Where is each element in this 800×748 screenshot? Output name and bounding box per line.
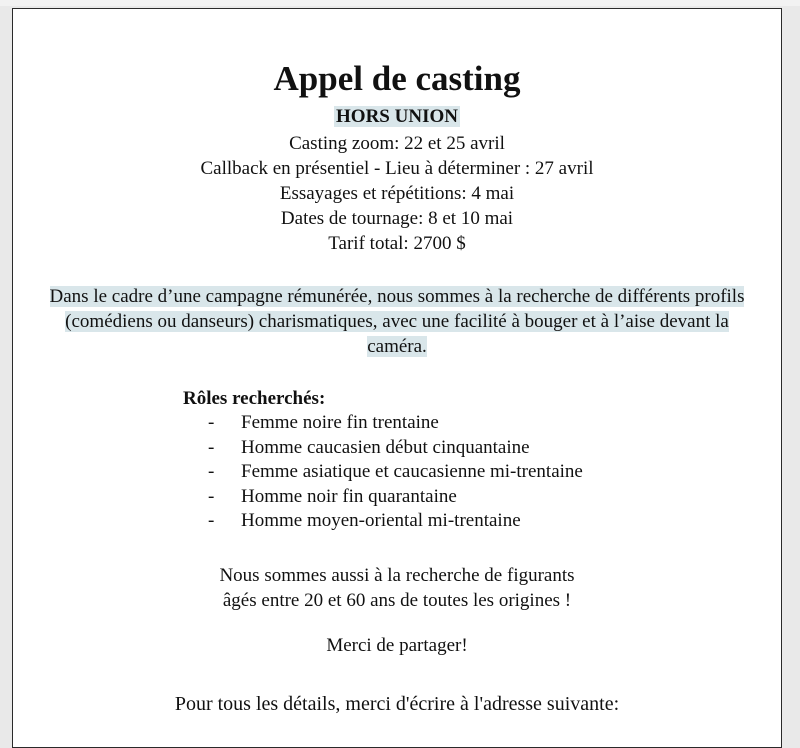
intro-paragraph	[27, 284, 767, 359]
document-page	[12, 8, 782, 748]
casting-details	[13, 131, 781, 256]
list-item	[208, 509, 583, 534]
extras-line: âgés entre 20 et 60 ans de toutes les origines !	[222, 590, 572, 611]
role-label: Homme moyen-oriental mi-trentaine	[241, 510, 521, 531]
list-item	[208, 460, 583, 485]
extras-paragraph	[13, 563, 781, 613]
extras-line: Nous sommes aussi à la recherche de figurants	[219, 565, 575, 586]
list-item	[208, 411, 583, 436]
dash-bullet: -	[208, 485, 215, 507]
share-note: Merci de partager!	[326, 635, 468, 656]
dash-bullet: -	[208, 412, 215, 433]
detail-rate: Tarif total: 2700 $	[328, 233, 466, 254]
union-status	[13, 105, 781, 129]
intro-line: (comédiens ou danseurs) charismatiques, avec une facilité à bouger et à l’aise devant la	[65, 311, 729, 332]
detail-shoot-dates: Dates de tournage: 8 et 10 mai	[280, 208, 514, 229]
contact-line: Pour tous les détails, merci d'écrire à l'adresse suivante:	[174, 693, 620, 715]
detail-casting-zoom: Casting zoom: 22 et 25 avril	[289, 133, 505, 154]
intro-line: caméra.	[367, 336, 427, 357]
detail-fittings: Essayages et répétitions: 4 mai	[279, 183, 515, 204]
intro-line: Dans le cadre d’une campagne rémunérée, nous sommes à la recherche de différents profils	[49, 286, 745, 307]
role-label: Femme asiatique et caucasienne mi-trentaine	[241, 461, 583, 482]
role-label: Femme noire fin trentaine	[241, 412, 439, 433]
role-label: Homme noir fin quarantaine	[241, 485, 457, 507]
roles-list	[208, 411, 583, 534]
dash-bullet: -	[208, 461, 215, 482]
page-title: Appel de casting	[273, 59, 521, 98]
dash-bullet: -	[208, 436, 215, 458]
dash-bullet: -	[208, 510, 215, 531]
list-item	[208, 485, 583, 510]
union-status-highlight: HORS UNION	[336, 106, 458, 127]
detail-callback: Callback en présentiel - Lieu à déterminer : 27 avril	[200, 158, 594, 179]
role-label: Homme caucasien début cinquantaine	[241, 436, 530, 458]
top-strip	[0, 0, 800, 6]
roles-heading: Rôles recherchés:	[183, 388, 326, 409]
list-item	[208, 436, 583, 461]
